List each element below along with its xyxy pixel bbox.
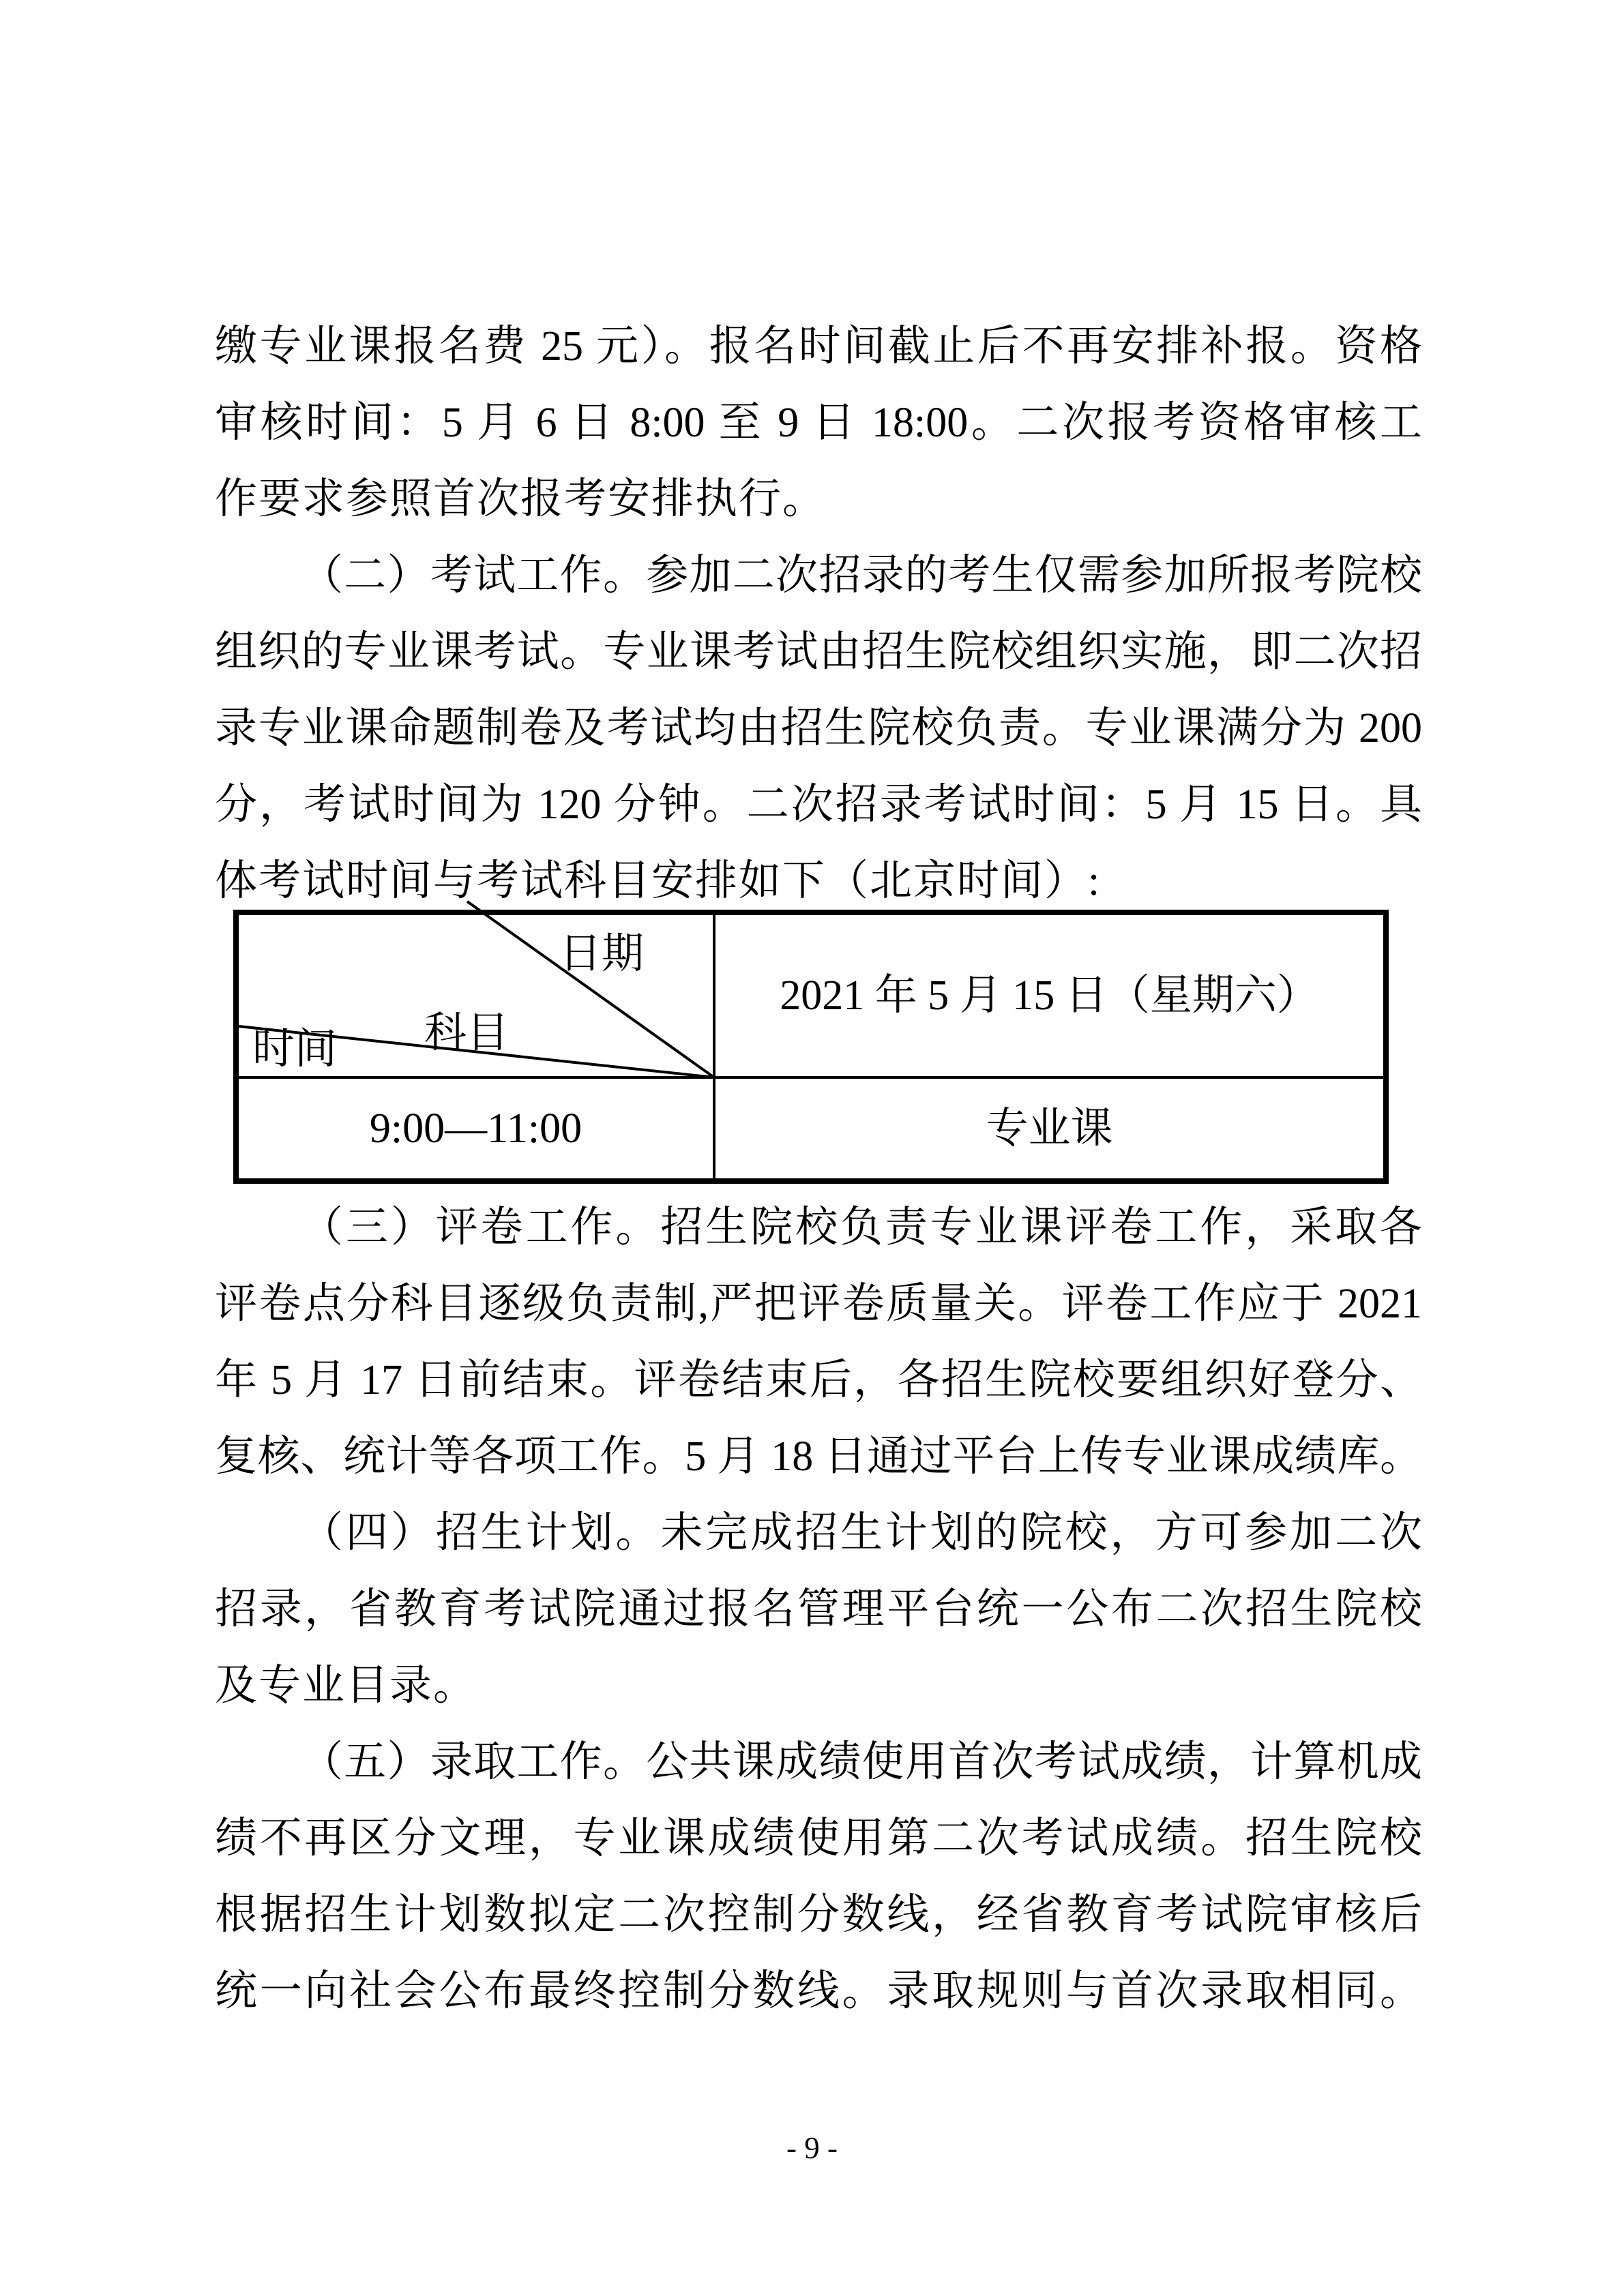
table-cell-date-header: 2021 年 5 月 15 日（星期六） <box>780 972 1319 1019</box>
text-line: 绩不再区分文理，专业课成绩使用第二次考试成绩。招生院校 <box>215 1815 1422 1862</box>
page-number: - 9 - <box>786 2131 838 2165</box>
text-line: （二）考试工作。参加二次招录的考生仅需参加所报考院校 <box>301 552 1422 599</box>
text-line: 体考试时间与考试科目安排如下（北京时间）: <box>215 858 1102 904</box>
text-line: 年 5 月 17 日前结束。评卷结束后，各招生院校要组织好登分、 <box>215 1357 1422 1403</box>
text-line: （三）评卷工作。招生院校负责专业课评卷工作，采取各 <box>301 1204 1422 1251</box>
text-line: （五）录取工作。公共课成绩使用首次考试成绩，计算机成 <box>301 1739 1422 1785</box>
exam-schedule-table <box>233 910 1389 1184</box>
diagonal-label-time: 时间 <box>252 1026 338 1073</box>
text-line: 复核、统计等各项工作。5 月 18 日通过平台上传专业课成绩库。 <box>215 1433 1422 1480</box>
body-text-lower <box>215 1189 1422 2029</box>
exam-schedule-table-inner <box>239 915 1383 1178</box>
table-cell-subject: 专业课 <box>986 1105 1113 1152</box>
text-line: 分，考试时间为 120 分钟。二次招录考试时间：5 月 15 日。具 <box>215 781 1422 828</box>
diagonal-label-date: 日期 <box>559 931 645 977</box>
body-text-upper <box>215 308 1422 919</box>
text-line: 统一向社会公布最终控制分数线。录取规则与首次录取相同。 <box>215 1968 1422 2014</box>
text-line: 组织的专业课考试。专业课考试由招生院校组织实施，即二次招 <box>215 629 1422 675</box>
text-line: 评卷点分科目逐级负责制,严把评卷质量关。评卷工作应于 2021 <box>215 1281 1422 1327</box>
text-line: 录专业课命题制卷及考试均由招生院校负责。专业课满分为 200 <box>215 705 1422 751</box>
diagonal-label-subject: 科目 <box>424 1010 510 1056</box>
text-line: 缴专业课报名费 25 元）。报名时间截止后不再安排补报。资格 <box>215 323 1422 370</box>
text-line: 根据招生计划数拟定二次控制分数线，经省教育考试院审核后 <box>215 1892 1422 1938</box>
text-line: 招录，省教育考试院通过报名管理平台统一公布二次招生院校 <box>215 1586 1422 1632</box>
text-line: 及专业目录。 <box>215 1663 477 1709</box>
text-line: 作要求参照首次报考安排执行。 <box>215 476 827 522</box>
text-line: 审核时间：5 月 6 日 8:00 至 9 日 18:00。二次报考资格审核工 <box>215 400 1422 446</box>
text-line: （四）招生计划。未完成招生计划的院校，方可参加二次 <box>301 1510 1422 1556</box>
table-cell-time: 9:00—11:00 <box>369 1105 582 1152</box>
